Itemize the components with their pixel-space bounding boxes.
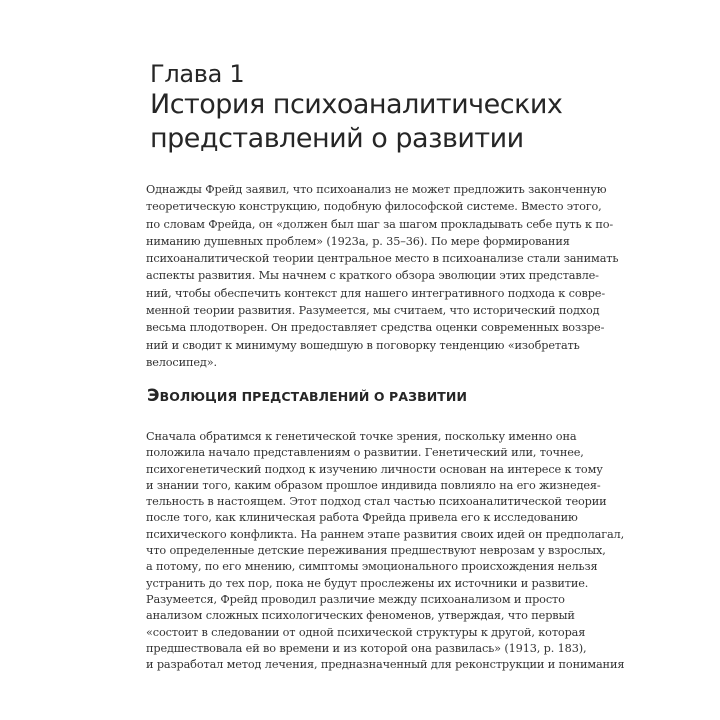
intro-paragraph: [146, 181, 619, 371]
text-line: после того, как клиническая работа Фрейда привела его к исследованию: [146, 511, 578, 525]
text-line: велосипед».: [146, 355, 217, 369]
text-line: теоретическую конструкцию, подобную философской системе. Вместо этого,: [146, 200, 602, 214]
chapter-title: [150, 88, 610, 156]
text-line: менной теории развития. Разумеется, мы считаем, что исторический подход: [146, 304, 600, 318]
text-line: ниманию душевных проблем» (1923а, р. 35–36). По мере формирования: [146, 234, 570, 248]
text-line: ний, чтобы обеспечить контекст для нашего интегративного подхода к совре-: [146, 286, 605, 300]
section-paragraph: [146, 429, 625, 673]
text-line: предшествовала ей во времени и из которой она развилась» (1913, р. 183),: [146, 641, 587, 655]
text-line: психогенетический подход к изучению личности основан на интересе к тому: [146, 462, 603, 476]
text-line: устранить до тех пор, пока не будут прослежены их источники и развитие.: [146, 576, 589, 590]
text-line: а потому, по его мнению, симптомы эмоционального происхождения нельзя: [146, 560, 598, 574]
text-line: положила начало представлениям о развитии. Генетический или, точнее,: [146, 446, 584, 460]
text-line: что определенные детские переживания предшествуют неврозам у взрослых,: [146, 544, 606, 558]
text-line: ний и сводит к минимуму вошедшую в поговорку тенденцию «изобретать: [146, 338, 580, 352]
text-line: Однажды Фрейд заявил, что психоанализ не может предложить законченную: [146, 183, 607, 196]
chapter-label: Глава 1: [150, 60, 245, 88]
chapter-title-line: представлений о развитии: [150, 123, 524, 154]
text-line: «состоит в следовании от одной психической структуры к другой, которая: [146, 625, 586, 639]
section-heading-initial: Э: [147, 386, 160, 406]
text-line: психического конфликта. На раннем этапе развития своих идей он предполагал,: [146, 527, 625, 541]
section-heading: [147, 385, 467, 408]
text-line: по словам Фрейда, он «должен был шаг за шагом прокладывать себе путь к по-: [146, 217, 614, 231]
text-line: весьма плодотворен. Он предоставляет средства оценки современных воззре-: [146, 321, 605, 335]
text-line: аспекты развития. Мы начнем с краткого обзора эволюции этих представле-: [146, 269, 599, 283]
text-line: Разумеется, Фрейд проводил различие между психоанализом и просто: [146, 592, 565, 606]
text-line: Сначала обратимся к генетической точке зрения, поскольку именно она: [146, 430, 577, 443]
text-line: психоаналитической теории центральное место в психоанализе стали занимать: [146, 252, 619, 266]
chapter-title-line: История психоаналитических: [150, 89, 563, 120]
text-line: и знании того, каким образом прошлое индивида повлияло на его жизнедея-: [146, 478, 601, 492]
section-heading-rest: ВОЛЮЦИЯ ПРЕДСТАВЛЕНИЙ О РАЗВИТИИ: [159, 389, 468, 404]
text-line: и разработал метод лечения, предназначенный для реконструкции и понимания: [146, 658, 625, 672]
text-line: тельность в настоящем. Этот подход стал частью психоаналитической теории: [146, 495, 607, 509]
text-line: анализом сложных психологических феноменов, утверждая, что первый: [146, 609, 575, 623]
